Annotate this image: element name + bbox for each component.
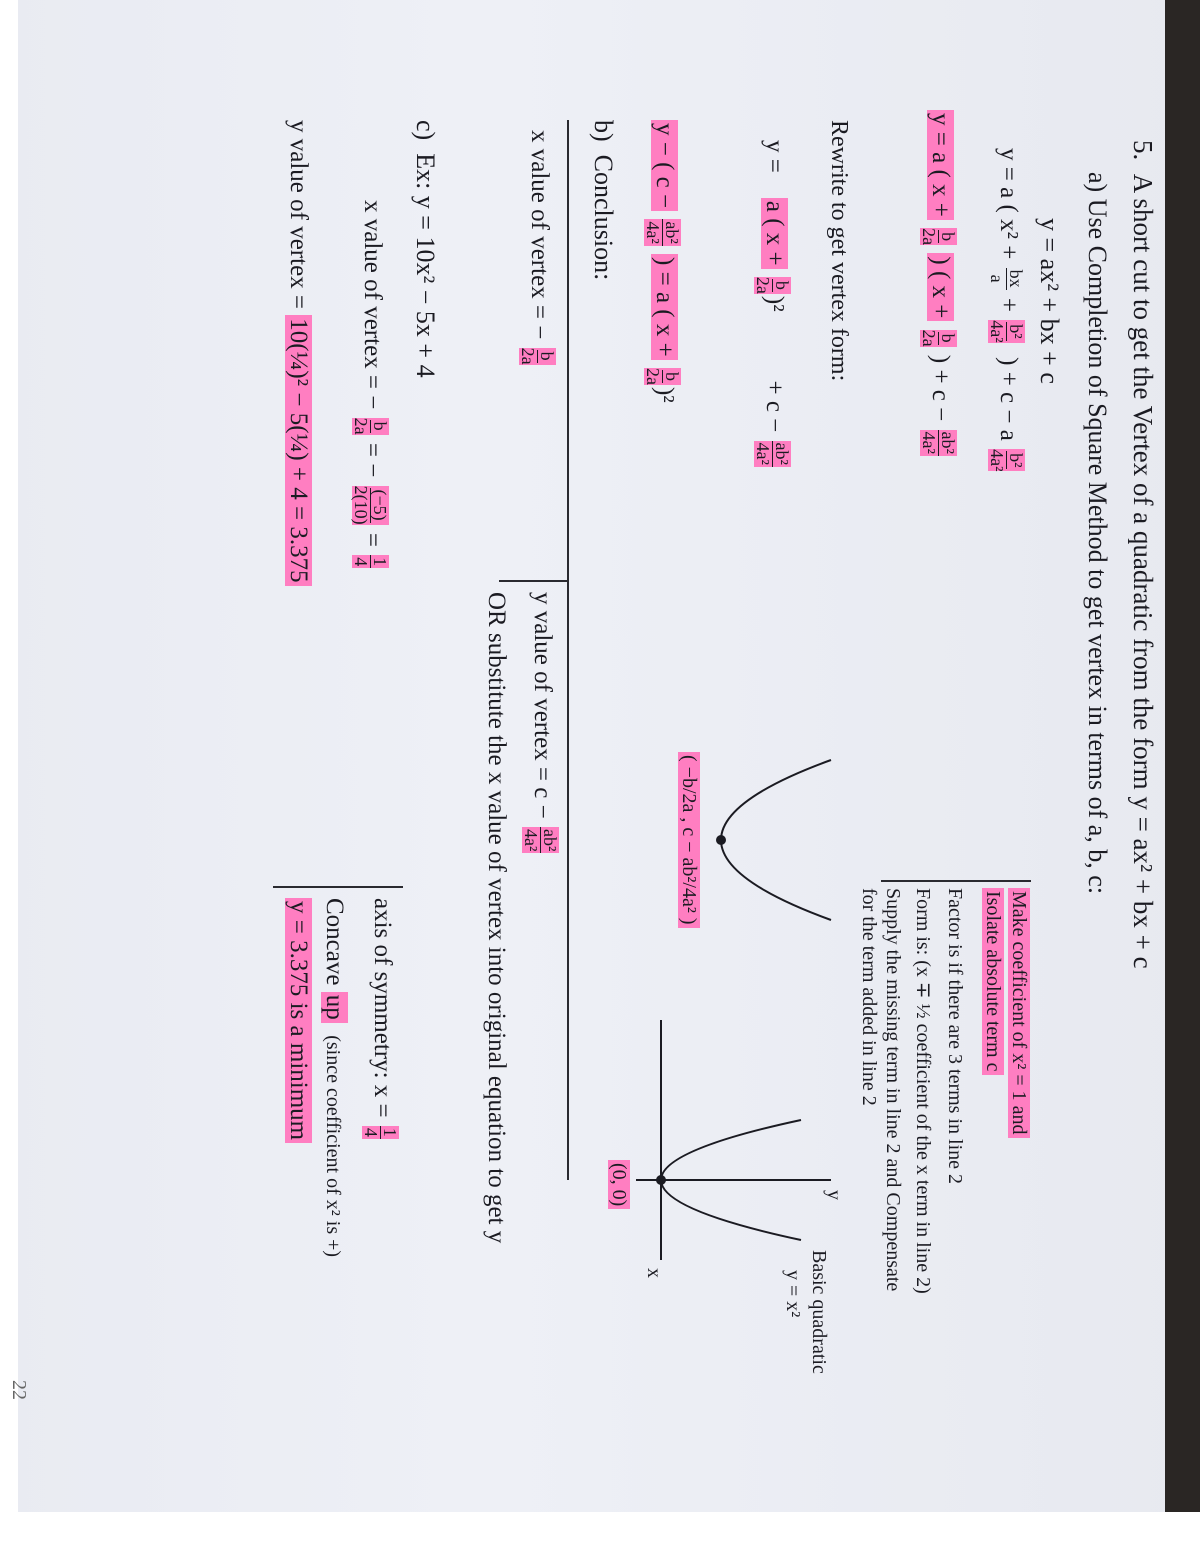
parabola-graphs <box>611 720 841 1280</box>
conclusion-heading: b) Conclusion: <box>589 120 618 281</box>
conclusion-rule <box>567 120 569 1180</box>
equation-line-4: y = a ( x + b 2a )² + c − ab² 4a² <box>753 140 792 465</box>
general-vertex-point <box>716 835 726 845</box>
equation-line-1: y = ax² + bx + c <box>1035 218 1064 384</box>
note-supply-2: for the term added in line 2 <box>858 888 880 1106</box>
y-vertex-formula: y value of vertex = c − ab² 4a² <box>521 592 560 852</box>
bottom-margin <box>0 1512 1200 1553</box>
basic-quadratic-label: Basic quadratic <box>808 1250 830 1374</box>
rewrite-label: Rewrite to get vertex form: <box>826 120 852 382</box>
conclusion-divider <box>499 580 569 582</box>
origin-point <box>656 1175 666 1185</box>
y-vertex-calc: y value of vertex = 10(¼)² − 5(¼) + 4 = 3.375 <box>283 120 313 586</box>
page-number: 22 <box>8 1380 30 1400</box>
equation-line-3: y = a ( x + b 2a ) ( x + b 2a ) + c − ab² 4a² <box>920 110 957 458</box>
origin-label: (0, 0) <box>607 1160 631 1209</box>
problem-title: 5. A short cut to get the Vertex of a quadratic from the form y = ax² + bx + c <box>1128 140 1158 969</box>
worksheet-page <box>8 0 1171 1553</box>
axis-of-symmetry: axis of symmetry: x = 1 4 <box>361 898 400 1137</box>
concave-statement: Concave up (since coefficient of x² is +) <box>321 898 348 1258</box>
part-a-instruction: a) Use Completion of Square Method to get vertex in terms of a, b, c: <box>1083 172 1112 895</box>
substitute-note: OR substitute the x value of vertex into original equation to get y <box>483 592 510 1244</box>
y-axis-label: y <box>823 1190 845 1200</box>
example-equation: c) Ex: y = 10x² − 5x + 4 <box>411 120 440 378</box>
minimum-statement: y = 3.375 is a minimum <box>283 898 313 1143</box>
x-vertex-calc: x value of vertex = − b 2a = − (−5) 2(10) = 1 4 <box>351 200 390 567</box>
note-form: Form is: (x ∓ ½ coefficient of the x term in line 2) <box>912 888 934 1294</box>
note-isolate: Isolate absolute term c <box>981 888 1005 1075</box>
notes-divider <box>881 880 1031 882</box>
note-supply-1: Supply the missing term in line 2 and Compensate <box>882 888 904 1292</box>
x-axis-label: x <box>643 1268 665 1278</box>
note-factor: Factor is if there are 3 terms in line 2 <box>944 888 966 1185</box>
x-vertex-formula: x value of vertex = − b 2a <box>518 130 557 365</box>
general-parabola <box>721 760 831 920</box>
vertex-coordinate-label: ( −b/2a , c − ab²/4a² ) <box>677 752 701 928</box>
note-coefficient: Make coefficient of x² = 1 and <box>1007 888 1031 1138</box>
basic-quadratic-equation: y = x² <box>782 1270 804 1318</box>
equation-line-5: y − ( c − ab² 4a² ) = a ( x + b 2a )² <box>644 120 681 403</box>
part-c-divider <box>273 886 403 888</box>
equation-line-2: y = a ( x² + bx a + b² 4a² ) + c − a b² 4a² <box>987 148 1026 472</box>
